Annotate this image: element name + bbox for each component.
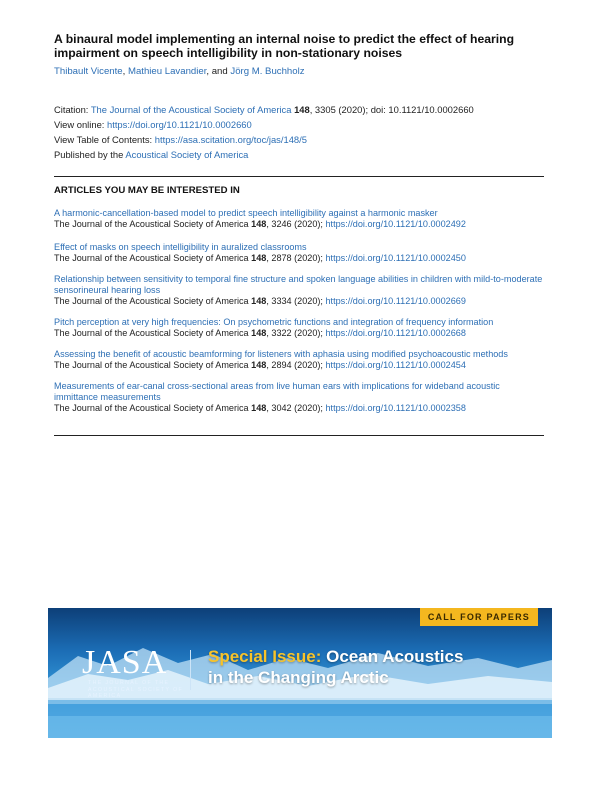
water-reflection bbox=[48, 716, 552, 738]
related-article-journal: The Journal of the Acoustical Society of America bbox=[54, 328, 252, 338]
view-toc-label: View Table of Contents: bbox=[54, 134, 155, 145]
related-article-volume: 148 bbox=[251, 328, 267, 338]
related-article-doi-link[interactable]: https://doi.org/10.1121/10.0002492 bbox=[325, 219, 466, 229]
special-issue-heading bbox=[208, 646, 463, 688]
special-issue-title-line-1: Ocean Acoustics bbox=[326, 647, 464, 666]
call-for-papers-badge: CALL FOR PAPERS bbox=[420, 608, 538, 626]
author-link[interactable]: Mathieu Lavandier bbox=[127, 66, 207, 77]
published-by-line bbox=[54, 149, 248, 160]
related-article-citation bbox=[54, 403, 546, 414]
related-article-doi-link[interactable]: https://doi.org/10.1121/10.0002454 bbox=[325, 360, 466, 370]
citation-details: , 3305 (2020); doi: 10.1121/10.0002660 bbox=[309, 104, 474, 115]
special-issue-label: Special Issue: bbox=[208, 647, 322, 666]
related-article-volume: 148 bbox=[251, 296, 267, 306]
publisher-link[interactable]: Acoustical Society of America bbox=[125, 149, 249, 160]
related-article bbox=[54, 349, 546, 371]
paper-title: A binaural model implementing an internal noise to predict the effect of hearing impairment on speech intelligibility in non-stationary noises bbox=[54, 32, 515, 60]
related-article bbox=[54, 381, 546, 414]
related-article-title-link[interactable]: Measurements of ear-canal cross-sectional areas from live human ears with implications for wideband acoustic immittance measurements bbox=[54, 381, 500, 402]
related-article-citation bbox=[54, 328, 546, 339]
related-article-pages: , 2878 (2020); bbox=[266, 253, 326, 263]
bottom-divider bbox=[54, 435, 544, 436]
related-article-title-link[interactable]: Pitch perception at very high frequencies: On psychometric functions and integration of frequency information bbox=[54, 317, 494, 327]
related-article-title-link[interactable]: Effect of masks on speech intelligibility in auralized classrooms bbox=[54, 242, 307, 252]
top-divider bbox=[54, 176, 544, 177]
related-article-journal: The Journal of the Acoustical Society of America bbox=[54, 360, 252, 370]
citation-line bbox=[54, 104, 474, 115]
related-article-doi-link[interactable]: https://doi.org/10.1121/10.0002668 bbox=[325, 328, 466, 338]
related-article-volume: 148 bbox=[251, 360, 267, 370]
author-separator: , and bbox=[206, 66, 231, 77]
banner-divider bbox=[190, 650, 191, 690]
related-article bbox=[54, 317, 546, 339]
related-article-pages: , 3042 (2020); bbox=[266, 403, 326, 413]
jasa-logo-subtitle: THE JOURNAL OF THE ACOUSTICAL SOCIETY OF AMERICA bbox=[88, 680, 184, 699]
citation-journal-link[interactable]: The Journal of the Acoustical Society of America bbox=[90, 104, 292, 115]
author-link[interactable]: Jörg M. Buchholz bbox=[230, 66, 305, 77]
author-list bbox=[54, 66, 305, 77]
special-issue-title-line-2: in the Changing Arctic bbox=[208, 668, 389, 687]
related-article-journal: The Journal of the Acoustical Society of America bbox=[54, 296, 252, 306]
related-article-doi-link[interactable]: https://doi.org/10.1121/10.0002358 bbox=[325, 403, 466, 413]
related-article bbox=[54, 274, 546, 307]
related-article-title-link[interactable]: Assessing the benefit of acoustic beamforming for listeners with aphasia using modified psychoacoustic methods bbox=[54, 349, 508, 359]
published-by-label: Published by the bbox=[54, 149, 126, 160]
citation-volume: 148 bbox=[294, 104, 310, 115]
related-article-citation bbox=[54, 296, 546, 307]
related-article bbox=[54, 242, 546, 264]
jasa-logo: JASA bbox=[82, 644, 168, 681]
author-separator: , bbox=[122, 66, 128, 77]
related-articles-heading: ARTICLES YOU MAY BE INTERESTED IN bbox=[54, 185, 240, 196]
view-online-label: View online: bbox=[54, 119, 107, 130]
related-article-pages: , 3334 (2020); bbox=[266, 296, 326, 306]
view-toc-line bbox=[54, 134, 307, 145]
related-article-journal: The Journal of the Acoustical Society of America bbox=[54, 403, 252, 413]
related-article-citation bbox=[54, 219, 546, 230]
view-online-link[interactable]: https://doi.org/10.1121/10.0002660 bbox=[107, 119, 252, 130]
related-article-citation bbox=[54, 360, 546, 371]
related-article-journal: The Journal of the Acoustical Society of America bbox=[54, 219, 252, 229]
related-article-doi-link[interactable]: https://doi.org/10.1121/10.0002450 bbox=[325, 253, 466, 263]
related-article-doi-link[interactable]: https://doi.org/10.1121/10.0002669 bbox=[325, 296, 466, 306]
related-article-volume: 148 bbox=[251, 219, 267, 229]
related-article-pages: , 3322 (2020); bbox=[266, 328, 326, 338]
related-article-journal: The Journal of the Acoustical Society of America bbox=[54, 253, 252, 263]
view-toc-link[interactable]: https://asa.scitation.org/toc/jas/148/5 bbox=[154, 134, 307, 145]
related-article-pages: , 2894 (2020); bbox=[266, 360, 326, 370]
view-online-line bbox=[54, 119, 252, 130]
related-article-citation bbox=[54, 253, 546, 264]
related-article bbox=[54, 208, 546, 230]
related-article-volume: 148 bbox=[251, 403, 267, 413]
related-article-title-link[interactable]: Relationship between sensitivity to temporal fine structure and spoken language abilities in children with mild-to-moderate sensorineural hearing loss bbox=[54, 274, 543, 295]
related-article-title-link[interactable]: A harmonic-cancellation-based model to predict speech intelligibility against a harmonic masker bbox=[54, 208, 438, 218]
citation-label: Citation: bbox=[54, 104, 91, 115]
author-link[interactable]: Thibault Vicente bbox=[54, 66, 123, 77]
related-article-volume: 148 bbox=[251, 253, 267, 263]
related-article-pages: , 3246 (2020); bbox=[266, 219, 326, 229]
call-for-papers-banner[interactable] bbox=[48, 608, 552, 738]
